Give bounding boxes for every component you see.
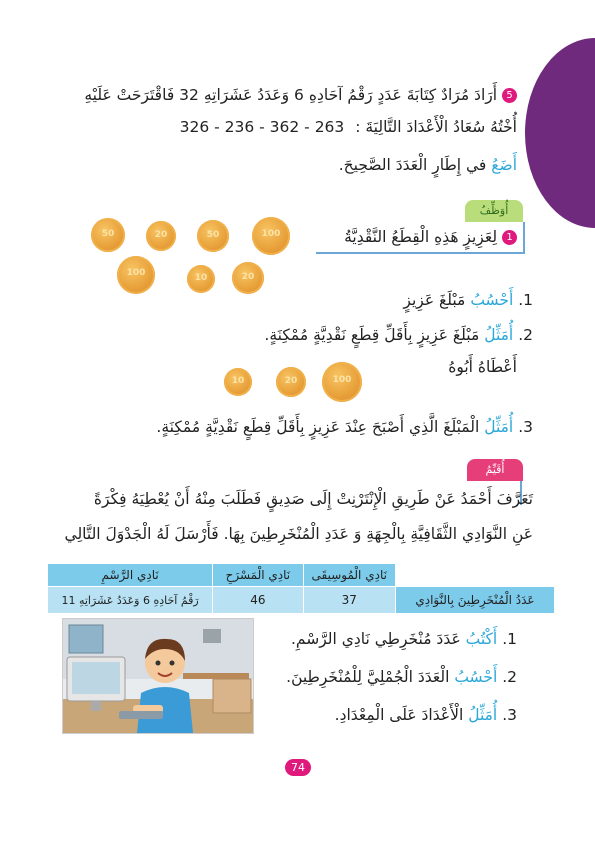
chapter-tab-decoration [525, 38, 595, 228]
apply-item-3: 3. أُمَثِّلُ الْمَبْلَغَ الَّذِي أَصْبَحَ عِنْدَ عَزِيزٍ بِأَقَلِّ قِطَعٍ نَقْدِيَّةٍ مُمْكِنَةٍ. [156, 418, 533, 436]
apply-title-text: لِعَزِيزٍ هَذِهِ الْقِطَعُ النَّقْدِيَّةُ [344, 228, 498, 246]
apply-item-2: 2. أُمَثِّلُ مَبْلَغَ عَزِيزٍ بِأَقَلِّ قِطَعٍ نَقْدِيَّةٍ مُمْكِنَةٍ. [264, 326, 533, 344]
table-cell: 37 [303, 587, 395, 614]
coin: 20 [232, 262, 264, 294]
exercise-number-badge: 5 [502, 88, 517, 103]
item-verb: أَحْسُبُ [470, 291, 514, 309]
assess-item-2: 2. أَحْسُبُ الْعَدَدَ الْجُمْلِيَّ لِلْمُنْخَرِطِينَ. [286, 668, 517, 686]
assess-item-1: 1. أَكْتُبُ عَدَدَ مُنْخَرِطِي نَادِي الرَّسْمِ. [290, 630, 517, 648]
table-cell: 46 [213, 587, 303, 614]
boy-computer-illustration [62, 618, 254, 734]
coin: 100 [117, 256, 155, 294]
table-header: نَادِي الرَّسْمِ [48, 564, 213, 587]
apply-tag: أُوَظِّفُ [465, 200, 523, 222]
table-cell: رَقْمُ آحَادِهِ 6 وَعَدَدُ عَشَرَاتِهِ 11 [48, 587, 213, 614]
instruction-verb: أَضَعُ [491, 156, 517, 174]
table-corner [395, 564, 554, 587]
coin: 20 [276, 367, 306, 397]
item-verb: أُمَثِّلُ [484, 326, 514, 344]
exercise5-line1 [77, 86, 517, 104]
assess-tag: أُقَيِّمُ [467, 459, 523, 481]
apply-title [277, 228, 517, 246]
item-verb: أَكْتُبُ [465, 630, 498, 648]
exercise5-text1: أَرَادَ مُرَادٌ كِتَابَةَ عَدَدٍ رَقْمُ آحَادِهِ 6 وَعَدَدُ عَشَرَاتِهِ 32 فَاقْتَرَحَتْ عَلَيْهِ [84, 86, 498, 104]
illustration-graphic [63, 619, 253, 733]
coin: 10 [224, 368, 252, 396]
coin: 10 [187, 265, 215, 293]
item-verb: أَحْسُبُ [454, 668, 498, 686]
exercise5-line2 [97, 118, 517, 136]
table-row-label: عَدَدُ الْمُنْخَرِطِينَ بِالنَّوَادِي [395, 587, 554, 614]
assess-item-3: 3. أُمَثِّلُ الْأَعْدَادَ عَلَى الْمِعْدَادِ. [334, 706, 517, 724]
apply-item-1: 1. أَحْسُبُ مَبْلَغَ عَزِيزٍ [403, 291, 533, 309]
coin: 20 [146, 221, 176, 251]
gift-text: أَعْطَاهُ أَبُوهُ [448, 358, 517, 376]
assess-line1: تَعَرَّفَ أَحْمَدُ عَنْ طَرِيقِ الْإِنْتَرْنِتْ إِلَى صَدِيقٍ فَطَلَبَ مِنْهُ أَنْ يُعْطِيَهُ فِكْرَةً [93, 490, 533, 508]
exercise-number-badge: 1 [502, 230, 517, 245]
instruction-text: في إِطَارٍ الْعَدَدَ الصَّحِيحَ. [338, 156, 487, 174]
coin: 100 [322, 362, 362, 402]
coin: 50 [91, 218, 125, 252]
item-verb: أُمَثِّلُ [468, 706, 498, 724]
table-header: نَادِي الْمَسْرَحِ [213, 564, 303, 587]
exercise5-instruction [217, 156, 517, 174]
page-number: 74 [285, 759, 311, 776]
coin: 100 [252, 217, 290, 255]
table-header: نَادِي الْمُوسِيقَى [303, 564, 395, 587]
clubs-table [47, 563, 555, 614]
assess-line2: عَنِ النَّوَادِي الثَّقَافِيَّةِ بِالْجِهَةِ وَ عَدَدِ الْمُنْخَرِطِينَ بِهَا. فَأَرْسَلَ لَهُ الْجَدْوَلَ التَّالِي [64, 525, 533, 543]
coin: 50 [197, 220, 229, 252]
item-verb: أُمَثِّلُ [484, 418, 514, 436]
exercise5-number-options: 326 - 236 - 362 - 263 [179, 118, 345, 136]
exercise5-text2: أُخْتُهُ سُعَادُ الْأَعْدَادَ التَّالِيَةَ : [355, 118, 517, 136]
